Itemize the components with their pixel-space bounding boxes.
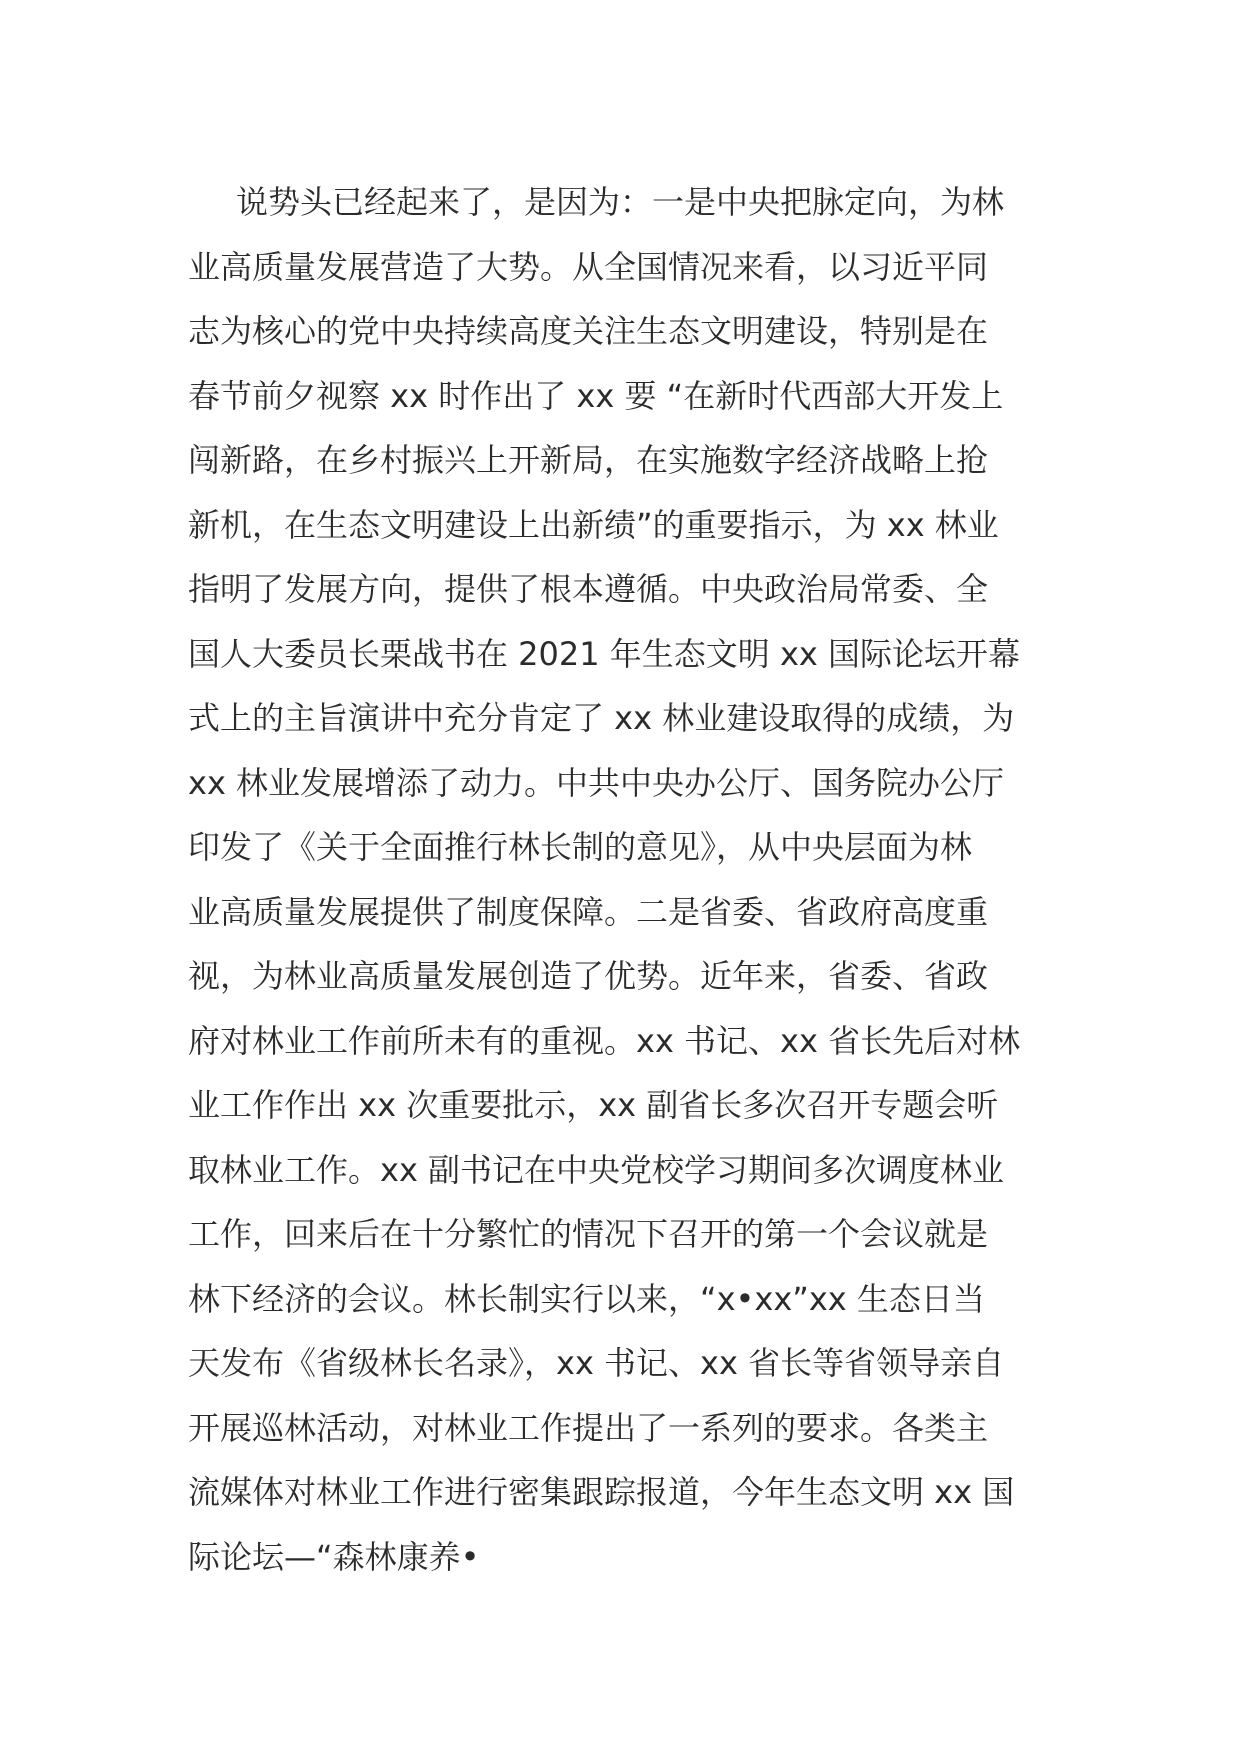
text-line: xx 林业发展增添了动力。中共中央办公厅、国务院办公厅 (188, 763, 1005, 802)
text-line: 林下经济的会议。林长制实行以来，“x•xx”xx 生态日当 (188, 1279, 985, 1318)
text-line: 新机，在生态文明建设上出新绩”的重要指示，为 xx 林业 (188, 505, 999, 544)
text-line: 府对林业工作前所未有的重视。xx 书记、xx 省长先后对林 (188, 1021, 1021, 1060)
text-line: 春节前夕视察 xx 时作出了 xx 要 “在新时代西部大开发上 (188, 376, 1004, 415)
text-line: 取林业工作。xx 副书记在中央党校学习期间多次调度林业 (188, 1150, 1005, 1189)
text-line: 国人大委员长栗战书在 2021 年生态文明 xx 国际论坛开幕 (188, 634, 1021, 673)
text-line: 式上的主旨演讲中充分肯定了 xx 林业建设取得的成绩，为 (188, 699, 1015, 737)
text-line: 业高质量发展提供了制度保障。二是省委、省政府高度重 (188, 892, 989, 931)
text-line: 工作，回来后在十分繁忙的情况下召开的第一个会议就是 (188, 1215, 989, 1253)
text-line: 说势头已经起来了，是因为：一是中央把脉定向，为林 (236, 183, 1005, 221)
text-line: 视，为林业高质量发展创造了优势。近年来，省委、省政 (188, 957, 989, 995)
text-line: 闯新路，在乡村振兴上开新局，在实施数字经济战略上抢 (188, 441, 989, 479)
text-line: 流媒体对林业工作进行密集跟踪报道，今年生态文明 xx 国 (188, 1473, 1015, 1511)
text-line: 际论坛—“森林康养• (188, 1537, 480, 1576)
text-line: 志为核心的党中央持续高度关注生态文明建设，特别是在 (188, 312, 989, 350)
text-line: 天发布《省级林长名录》，xx 书记、xx 省长等省领导亲自 (188, 1344, 1005, 1382)
text-line: 印发了《关于全面推行林长制的意见》，从中央层面为林 (188, 828, 973, 866)
text-line: 业高质量发展营造了大势。从全国情况来看，以习近平同 (188, 247, 989, 286)
text-line: 指明了发展方向，提供了根本遵循。中央政治局常委、全 (188, 570, 989, 608)
body-paragraph (188, 170, 1068, 1589)
text-line: 业工作作出 xx 次重要批示，xx 副省长多次召开专题会听 (188, 1086, 999, 1124)
text-line: 开展巡林活动，对林业工作提出了一系列的要求。各类主 (188, 1408, 989, 1447)
